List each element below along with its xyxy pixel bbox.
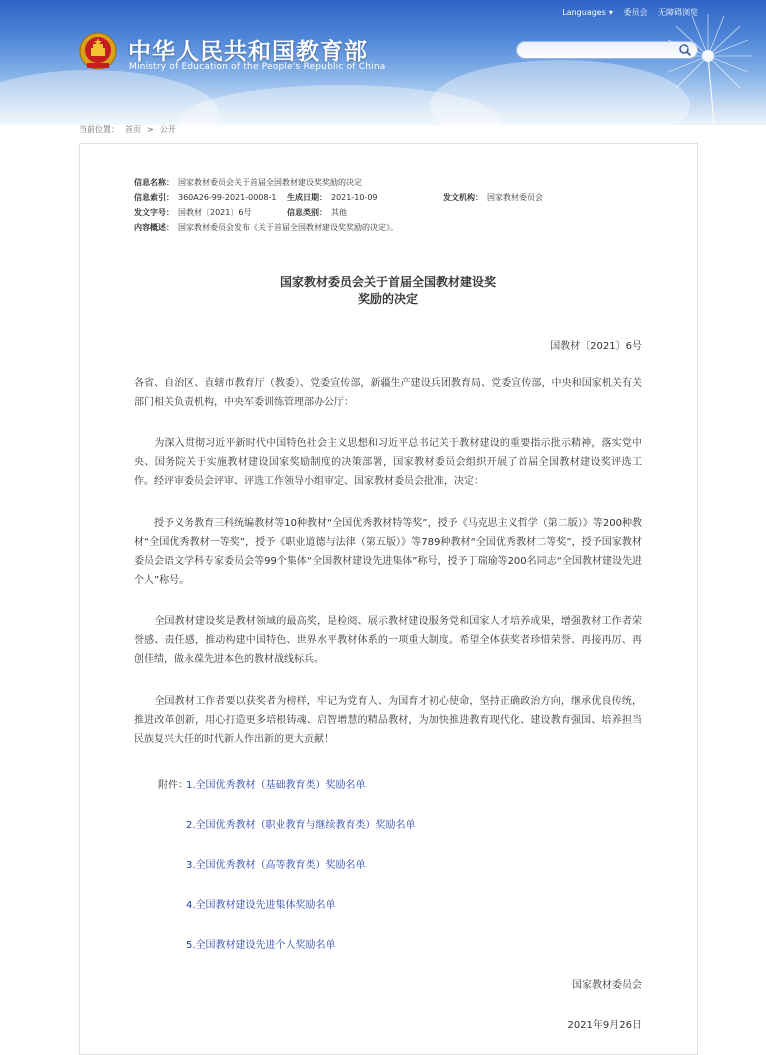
meta-org-row: 发文机构： 国家教材委员会 bbox=[443, 193, 543, 202]
body-paragraph-1: 为深入贯彻习近平新时代中国特色社会主义思想和习近平总书记关于教材建设的重要指示批示精神，落实党中央、国务院关于实施教材建设国家奖励制度的决策部署，国家教材委员会组织开展了首届全国教材建设奖评选工作。经评审委员会评审、评选工作领导小组审定、国家教材委员会批准，决定： bbox=[134, 438, 642, 487]
attachment-link-5[interactable]: 5.全国教材建设先进个人奖励名单 bbox=[186, 940, 336, 951]
meta-name-value: 国家教材委员会关于首届全国教材建设奖奖励的决定 bbox=[178, 178, 362, 187]
attachment-link-3[interactable]: 3.全国优秀教材（高等教育类）奖励名单 bbox=[186, 860, 366, 871]
meta-summary-value: 国家教材委员会发布《关于首届全国教材建设奖奖励的决定》。 bbox=[178, 223, 398, 232]
meta-index-row: 信息索引： 360A26-99-2021-0008-1 bbox=[134, 193, 277, 202]
document-number: 国教材〔2021〕6号 bbox=[550, 341, 642, 352]
meta-date-value: 2021-10-09 bbox=[331, 193, 378, 202]
signature: 国家教材委员会 bbox=[572, 980, 642, 991]
signature-date: 2021年9月26日 bbox=[567, 1020, 642, 1031]
meta-type-row: 信息类别： 其他 bbox=[287, 208, 347, 217]
site-header bbox=[0, 0, 766, 125]
attachment-link-2[interactable]: 2.全国优秀教材（职业教育与继续教育类）奖励名单 bbox=[186, 820, 416, 831]
cloud-decoration bbox=[430, 60, 690, 125]
meta-summary-row: 内容概述： 国家教材委员会发布《关于首届全国教材建设奖奖励的决定》。 bbox=[134, 223, 398, 232]
meta-index-value: 360A26-99-2021-0008-1 bbox=[178, 193, 277, 202]
breadcrumb-label: 当前位置： bbox=[79, 125, 119, 134]
accessibility-link[interactable]: 无障碍浏览 bbox=[658, 8, 698, 17]
meta-type-value: 其他 bbox=[331, 208, 347, 217]
attachment-link-1[interactable]: 1.全国优秀教材（基础教育类）奖励名单 bbox=[186, 780, 366, 791]
committee-link[interactable]: 委员会 bbox=[623, 8, 648, 17]
national-emblem-icon[interactable] bbox=[79, 31, 117, 71]
body-paragraph-4: 全国教材工作者要以获奖者为榜样，牢记为党育人、为国育才初心使命，坚持正确政治方向，继承优良传统，推进改革创新，用心打造更多培根铸魂、启智增慧的精品教材，为加快推进教育现代化、建设教育强国、培养担当民族复兴大任的时代新人作出新的更大贡献！ bbox=[134, 696, 642, 745]
document-title-line2: 奖励的决定 bbox=[357, 292, 418, 306]
site-title[interactable]: 中华人民共和国教育部 bbox=[128, 39, 368, 65]
dandelion-decoration-icon bbox=[658, 6, 758, 124]
body-paragraph-3: 全国教材建设奖是教材领域的最高奖，是检阅、展示教材建设服务党和国家人才培养成果，增强教材工作者荣誉感、责任感，推动构建中国特色、世界水平教材体系的一项重大制度。希望全体获奖者珍惜荣誉、再接再厉、再创佳绩，做永葆先进本色的教材战线标兵。 bbox=[134, 616, 642, 665]
meta-date-row: 生成日期： 2021-10-09 bbox=[287, 193, 378, 202]
meta-org-value: 国家教材委员会 bbox=[487, 193, 543, 202]
languages-link[interactable]: Languages bbox=[562, 8, 606, 17]
salutation-paragraph: 各省、自治区、直辖市教育厅（教委）、党委宣传部，新疆生产建设兵团教育局、党委宣传部，中央和国家机关有关部门相关负责机构，中央军委训练管理部办公厅： bbox=[134, 378, 642, 408]
document-title-line1: 国家教材委员会关于首届全国教材建设奖 bbox=[279, 275, 496, 289]
meta-name-row: 信息名称： 国家教材委员会关于首届全国教材建设奖奖励的决定 bbox=[134, 178, 362, 187]
attachment-link-4[interactable]: 4.全国教材建设先进集体奖励名单 bbox=[186, 900, 336, 911]
document-title bbox=[134, 274, 642, 308]
site-subtitle: Ministry of Education of the People's Republic of China bbox=[129, 62, 386, 72]
meta-docno-row: 发文字号： 国教材〔2021〕6号 bbox=[134, 208, 252, 217]
breadcrumb-public[interactable]: 公开 bbox=[159, 125, 176, 134]
breadcrumb-home[interactable]: 首页 bbox=[125, 125, 141, 134]
breadcrumb bbox=[79, 124, 182, 135]
meta-docno-value: 国教材〔2021〕6号 bbox=[178, 208, 252, 217]
attachments-label: 附件： bbox=[158, 780, 188, 791]
body-paragraph-2: 授予义务教育三科统编教材等10种教材“全国优秀教材特等奖”，授予《马克思主义哲学（第二版）》等200种教材“全国优秀教材一等奖”，授予《职业道德与法律（第五版）》等789种教材“全国优秀教材二等奖”，授予国家教材委员会语文学科专家委员会等99个集体“全国教材建设先进集体”称号，授予丁瑞瑜等200名同志“全国教材建设先进个人”称号。 bbox=[134, 518, 642, 586]
chevron-down-icon[interactable]: ▾ bbox=[608, 8, 613, 17]
breadcrumb-separator: > bbox=[147, 125, 154, 134]
